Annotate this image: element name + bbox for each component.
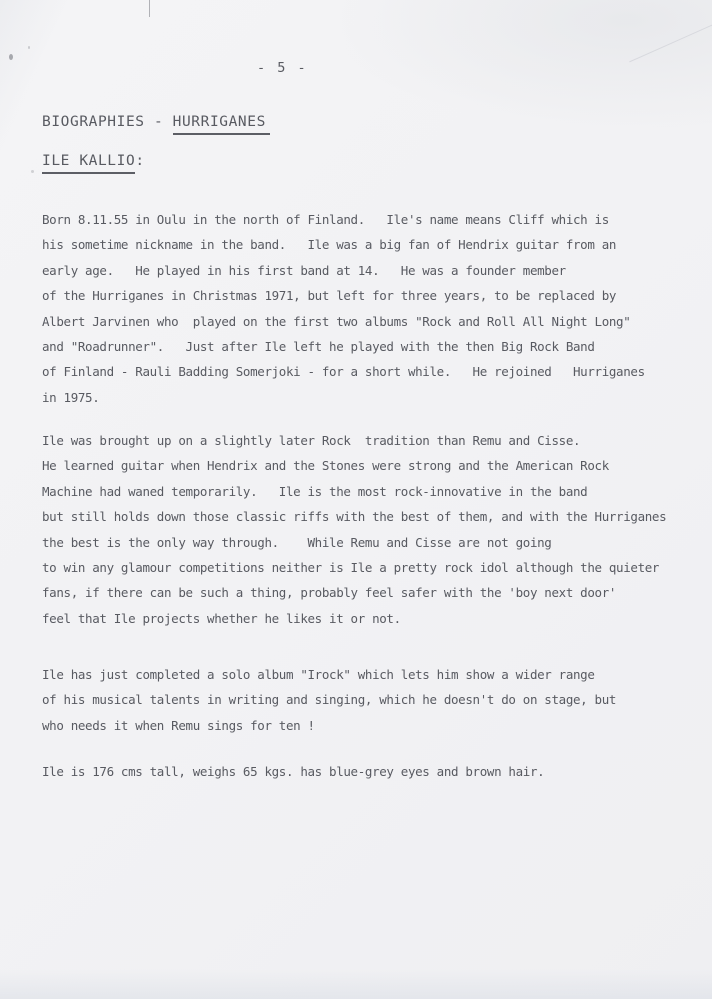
text-line: his sometime nickname in the band. Ile was a big fan of Hendrix guitar from an [42,237,617,253]
scan-speck [31,170,34,173]
text-line: fans, if there can be such a thing, probably feel safer with the 'boy next door' [42,585,617,601]
text-line: the best is the only way through. While Remu and Cisse are not going [42,534,552,550]
section-heading-underlined: HURRIGANES [173,114,270,135]
text-line: Born 8.11.55 in Oulu in the north of Finland. Ile's name means Cliff which is [42,212,609,227]
text-line: He learned guitar when Hendrix and the Stones were strong and the American Rock [42,458,609,474]
subject-heading [42,153,145,169]
page-number: - 5 - [257,60,308,76]
text-line: in 1975. [42,389,100,405]
paper-crease [601,0,712,62]
text-line: who needs it when Remu sings for ten ! [42,717,315,733]
section-heading [42,114,270,130]
text-line: Albert Jarvinen who played on the first two albums "Rock and Roll All Night Long" [42,313,631,329]
text-line: Ile has just completed a solo album "Irock" which lets him show a wider range [42,667,595,682]
biography-paragraph-1 [42,207,645,410]
text-line: but still holds down those classic riffs with the best of them, and with the Hurriganes [42,509,667,525]
biography-paragraph-3 [42,662,616,738]
text-line: and "Roadrunner". Just after Ile left he played with the then Big Rock Band [42,339,595,355]
text-line: early age. He played in his first band at 14. He was a founder member [42,262,566,278]
text-line: to win any glamour competitions neither is Ile a pretty rock idol although the quieter [42,560,660,576]
scan-scratch [149,0,150,17]
text-line: of his musical talents in writing and singing, which he doesn't do on stage, but [42,692,617,708]
biography-paragraph-2 [42,428,666,631]
subject-colon: : [135,153,145,169]
scan-speck [28,46,30,49]
text-line: Ile is 176 cms tall, weighs 65 kgs. has blue-grey eyes and brown hair. [42,764,545,779]
text-line: of the Hurriganes in Christmas 1971, but left for three years, to be replaced by [42,288,617,304]
biography-paragraph-4 [42,759,544,784]
section-heading-prefix: BIOGRAPHIES - [42,114,173,130]
scan-speck [9,54,13,60]
text-line: Ile was brought up on a slightly later Rock tradition than Remu and Cisse. [42,433,581,448]
text-line: feel that Ile projects whether he likes it or not. [42,610,401,626]
text-line: Machine had waned temporarily. Ile is the most rock-innovative in the band [42,483,588,499]
text-line: of Finland - Rauli Badding Somerjoki - for a short while. He rejoined Hurriganes [42,364,645,380]
subject-name: ILE KALLIO [42,153,135,174]
